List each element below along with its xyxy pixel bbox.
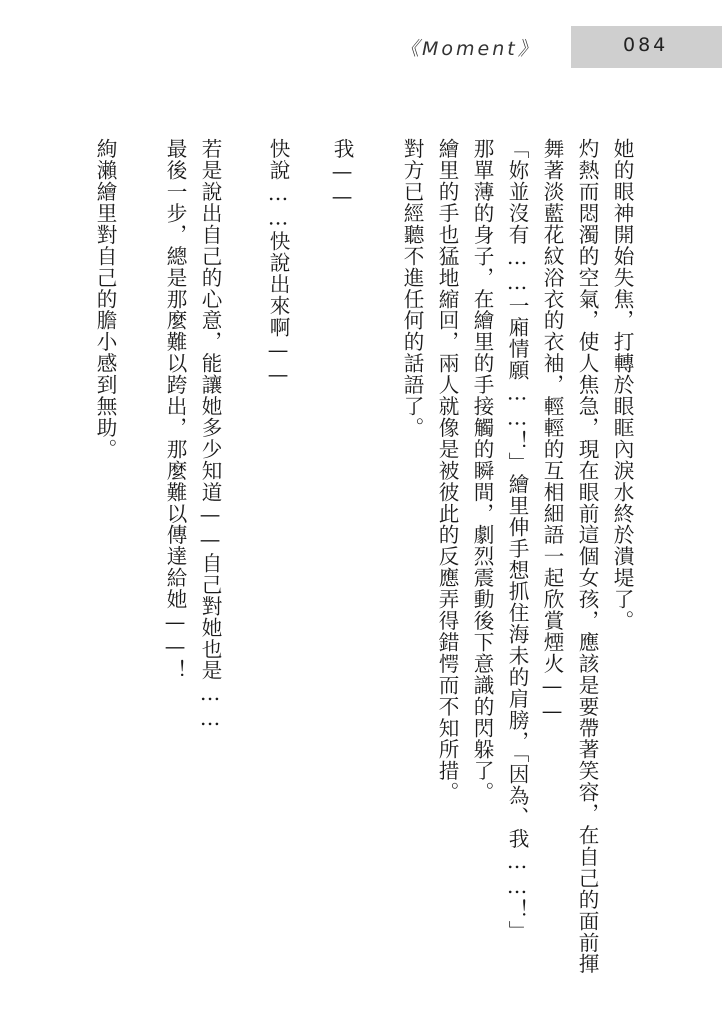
text-column — [128, 138, 152, 998]
text-column: 繪里的手也猛地縮回，兩人就像是被彼此的反應弄得錯愕而不知所措。 — [435, 138, 459, 803]
page-number-tab — [571, 26, 722, 68]
text-column: 那單薄的身子，在繪里的手接觸的瞬間，劇烈震動後下意識的閃躲了。 — [470, 138, 494, 803]
text-column: 舞著淡藍花紋浴衣的衣袖，輕輕的互相細語一起欣賞煙火—— — [540, 138, 564, 724]
running-header-title: 《Moment》 — [400, 38, 540, 60]
text-column — [232, 138, 256, 998]
text-column: 灼熱而悶濁的空氣，使人焦急，現在眼前這個女孩，應該是要帶著笑容，在自己的面前揮 — [575, 138, 599, 975]
text-column: 快說……快說出來啊—— — [266, 138, 290, 388]
text-column: 最後一步，總是那麼難以跨出，那麼難以傳達給她——！ — [163, 138, 187, 682]
text-column: 絢瀨繪里對自己的膽小感到無助。 — [93, 138, 117, 460]
page-number: 084 — [623, 34, 669, 56]
text-column: 她的眼神開始失焦，打轉於眼眶內淚水終於潰堤了。 — [610, 138, 634, 632]
text-column: 「妳並沒有……一廂情願……！」繪里伸手想抓住海未的肩膀，「因為、我……！」 — [505, 138, 529, 942]
text-column — [295, 138, 319, 998]
text-column: 若是說出自己的心意，能讓她多少知道——自己對她也是…… — [198, 138, 222, 731]
text-column: 我—— — [330, 138, 354, 210]
text-column: 對方已經聽不進任何的話語了。 — [400, 138, 424, 439]
text-column — [365, 138, 389, 998]
